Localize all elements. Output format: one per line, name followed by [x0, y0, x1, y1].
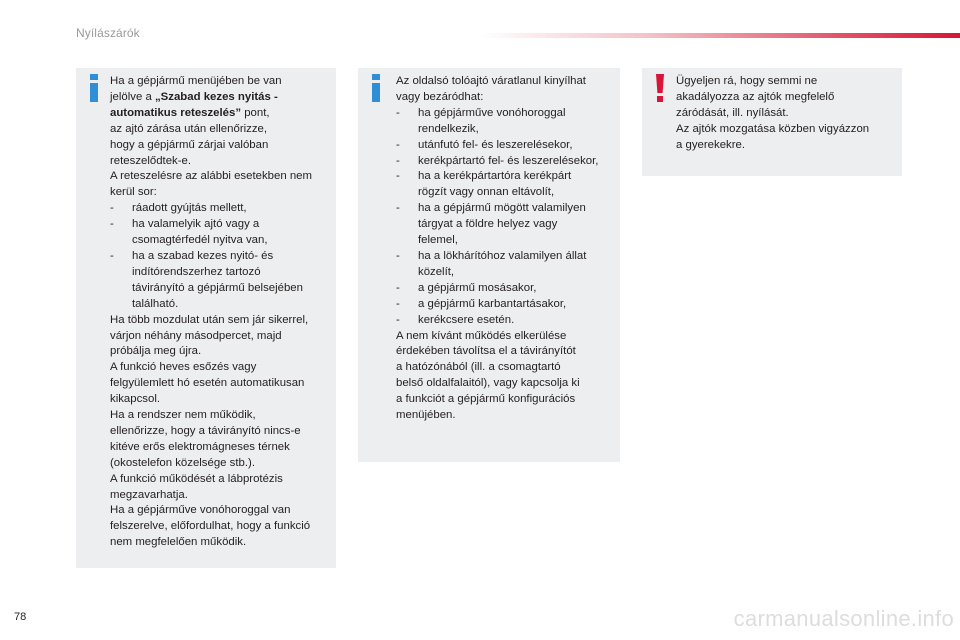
list-item	[396, 313, 616, 329]
text-line: záródását, ill. nyílását.	[676, 106, 789, 119]
text-line: A reteszelésre az alábbi esetekben nem	[110, 170, 312, 183]
list-dash: -	[110, 218, 114, 231]
list-item-line: utánfutó fel- és leszerelésekor,	[418, 138, 573, 151]
info-box-sliding-door	[358, 68, 620, 462]
list-item-line: indítórendszerhez tartozó	[132, 265, 261, 278]
list-item-line: csomagtérfedél nyitva van,	[132, 234, 268, 247]
text-line: kikapcsol.	[110, 393, 161, 406]
text-line: Az ajtók mozgatása közben vigyázzon	[676, 122, 870, 135]
list-dash: -	[396, 297, 400, 310]
list-item	[396, 281, 616, 297]
text-line	[110, 106, 332, 122]
list-item-line: kerékpártartó fel- és leszerelésekor,	[418, 154, 599, 167]
text-line: A funkció heves esőzés vagy	[110, 361, 257, 374]
text-line: Ha a gépjárműve vonóhoroggal van	[110, 504, 291, 517]
info-box-hands-free-locking	[76, 68, 336, 568]
list-item	[110, 217, 332, 249]
text-line: felgyülemlett hó esetén automatikusan	[110, 377, 305, 390]
bullet-list	[110, 201, 332, 312]
warning-box-doors	[642, 68, 902, 176]
text-line	[110, 90, 332, 106]
list-item-line: ráadott gyújtás mellett,	[132, 202, 247, 215]
text-line: a funkciót a gépjármű konfigurációs	[396, 393, 576, 406]
text-line: kerül sor:	[110, 186, 157, 199]
info-icon	[88, 74, 100, 102]
list-item-line: rögzít vagy onnan eltávolít,	[418, 186, 555, 199]
text-line: Ha több mozdulat után sem jár sikerrel,	[110, 313, 309, 326]
text-line: nem megfelelően működik.	[110, 536, 247, 549]
list-item-line: felemel,	[418, 234, 458, 247]
page-number: 78	[14, 611, 27, 623]
menu-item-name: „Szabad kezes nyitás -	[154, 90, 278, 103]
list-item-line: ha a gépjármű mögött valamilyen	[418, 202, 586, 215]
paragraph-block	[396, 329, 616, 424]
text-line: Ügyeljen rá, hogy semmi ne	[676, 75, 818, 87]
list-item	[396, 201, 616, 249]
text-line: próbálja meg újra.	[110, 345, 202, 358]
list-item-line: távirányító a gépjármű belsejében	[132, 281, 303, 294]
text-line: ellenőrizze, hogy a távirányító nincs-e	[110, 424, 301, 437]
list-item-line: ha valamelyik ajtó vagy a	[132, 218, 260, 231]
list-dash: -	[396, 170, 400, 183]
list-item	[396, 154, 616, 170]
text-line: belső oldalfalaitól), vagy kapcsolja ki	[396, 377, 580, 390]
list-item-line: a gépjármű mosásakor,	[418, 281, 537, 294]
list-item	[396, 297, 616, 313]
list-item-line: ha gépjárműve vonóhoroggal	[418, 106, 566, 119]
menu-item-name: automatikus reteszelés”	[110, 106, 242, 119]
list-item-line: közelít,	[418, 265, 455, 278]
list-item	[396, 138, 616, 154]
paragraph-block	[110, 122, 332, 202]
list-item	[396, 249, 616, 281]
text-line: megzavarhatja.	[110, 488, 188, 501]
list-item	[110, 201, 332, 217]
text-line: Ha a gépjármű menüjében be van	[110, 75, 282, 87]
header-gradient-rule	[480, 33, 960, 38]
text-line: Az oldalsó tolóajtó váratlanul kinyílhat	[396, 75, 586, 87]
list-item-line: ha a kerékpártartóra kerékpárt	[418, 170, 572, 183]
text-line: Ha a rendszer nem működik,	[110, 409, 256, 422]
text-line: felszerelve, előfordulhat, hogy a funkció	[110, 520, 311, 533]
list-item-line: a gépjármű karbantartásakor,	[418, 297, 567, 310]
paragraph-block	[676, 74, 898, 154]
list-item-line: található.	[132, 297, 179, 310]
text-line: A nem kívánt működés elkerülése	[396, 329, 567, 342]
text-line: menüjében.	[396, 409, 456, 422]
text-line: (okostelefon közelsége stb.).	[110, 456, 255, 469]
paragraph-block	[110, 313, 332, 552]
list-item	[110, 249, 332, 313]
text-span: pont,	[241, 106, 270, 119]
bullet-list	[396, 106, 616, 329]
text-line: a hatózónából (ill. a csomagtartó	[396, 361, 561, 374]
list-item-line: tárgyat a földre helyez vagy	[418, 218, 558, 231]
warning-exclamation-icon	[654, 74, 666, 102]
text-line: akadályozza az ajtók megfelelő	[676, 90, 835, 103]
list-dash: -	[396, 202, 400, 215]
list-item	[396, 169, 616, 201]
warning-box-text	[676, 74, 898, 154]
section-title: Nyílászárók	[76, 26, 140, 40]
list-item-line: kerékcsere esetén.	[418, 313, 515, 326]
text-line: kitéve erős elektromágneses térnek	[110, 440, 290, 453]
info-box-text	[110, 74, 332, 551]
list-dash: -	[396, 106, 400, 119]
list-item-line: rendelkezik,	[418, 122, 479, 135]
text-line: az ajtó zárása után ellenőrizze,	[110, 122, 268, 135]
list-dash: -	[396, 138, 400, 151]
info-icon	[370, 74, 382, 102]
watermark: carmanualsonline.info	[733, 606, 954, 631]
list-dash: -	[396, 281, 400, 294]
text-line: A funkció működését a lábprotézis	[110, 472, 283, 485]
text-line: reteszelődtek-e.	[110, 154, 192, 167]
text-line: hogy a gépjármű zárjai valóban	[110, 138, 269, 151]
text-line: érdekében távolítsa el a távirányítót	[396, 345, 576, 358]
list-dash: -	[396, 313, 400, 326]
list-item-line: ha a szabad kezes nyitó- és	[132, 249, 274, 262]
list-dash: -	[110, 202, 114, 215]
list-dash: -	[110, 249, 114, 262]
text-line: a gyerekekre.	[676, 138, 746, 151]
list-dash: -	[396, 249, 400, 262]
text-line: várjon néhány másodpercet, majd	[110, 329, 282, 342]
info-box-text	[396, 74, 616, 424]
list-item-line: ha a lökhárítóhoz valamilyen állat	[418, 249, 587, 262]
text-span: jelölve a	[110, 90, 155, 103]
text-line: vagy bezáródhat:	[396, 90, 484, 103]
list-item	[396, 106, 616, 138]
paragraph-block	[396, 74, 616, 106]
list-dash: -	[396, 154, 400, 167]
